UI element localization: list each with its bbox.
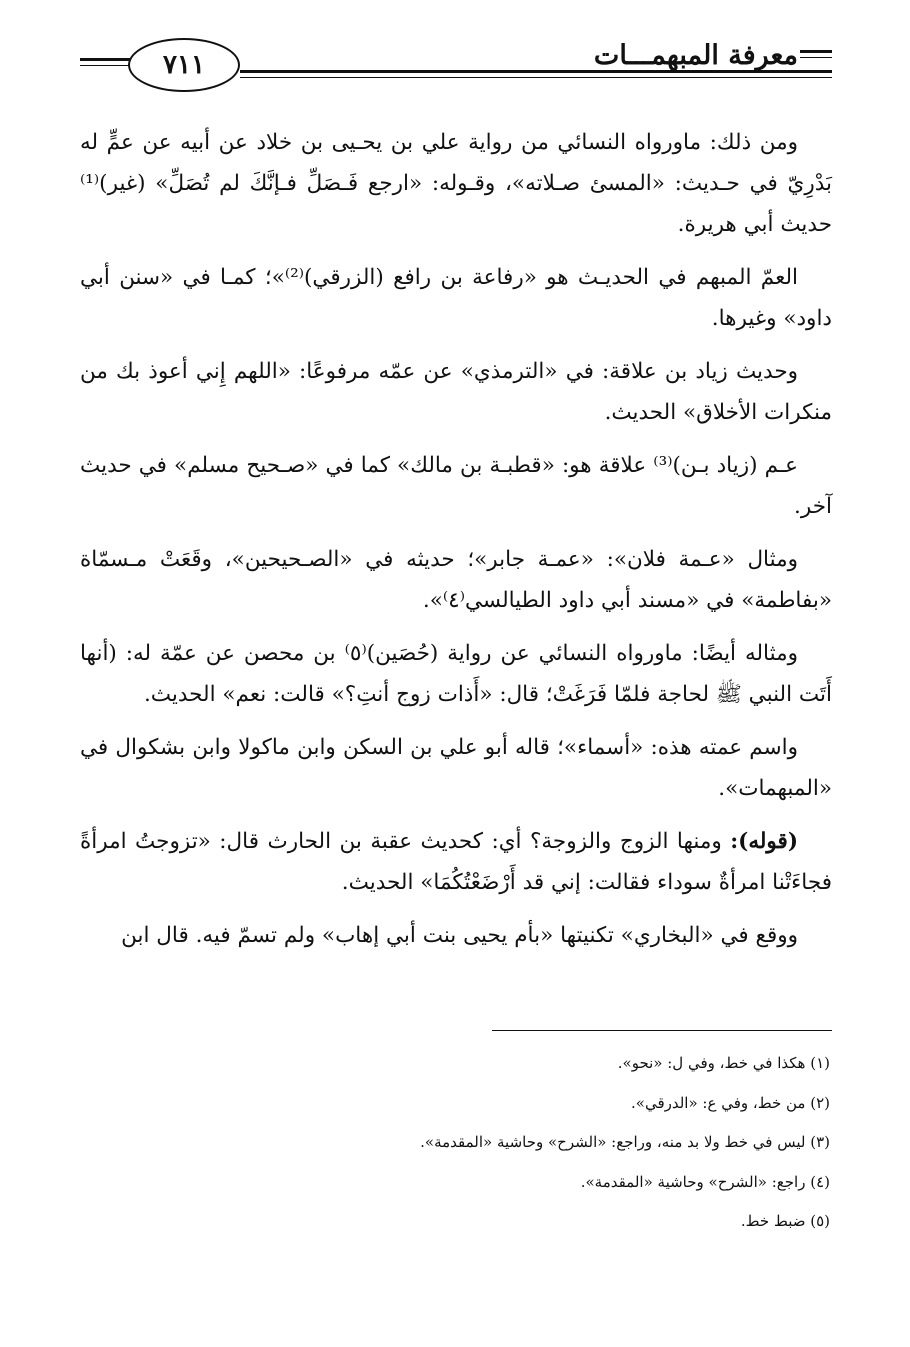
header-rule-left-top [80,58,130,61]
paragraph-text: ومن ذلك: ماورواه النسائي من رواية علي بن يحـيى بن خلاد عن أبيه عن عمٍّ له بَدْرِيّ في حـديث: «المسئ صـلاته»، وقـوله: «ارجع فَـصَلِّ فـإنَّكَ لم تُصَلِّ» (غير)⁽¹⁾ حديث أبي هريرة. [80,130,832,237]
paragraph-text: ومثاله أيضًا: ماورواه النسائي عن رواية (حُصَين)⁽٥⁾ بن محصن عن عمّة له: (أنها أَتَت النبي ﷺ لحاجة فلمّا فَرَغَتْ؛ قال: «أَذات زوج أنتِ؟» قالت: نعم» الحديث. [80,641,832,707]
paragraph-text: ومثال «عـمة فلان»: «عمـة جابر»؛ حديثه في «الصـحيحين»، وقَعَتْ مـسمّاة «بفاطمة» في «مسند أبي داود الطيالسي⁽٤⁾». [80,547,832,613]
paragraph [80,633,832,715]
footnote: (١) هكذا في خط، وفي ل: «نحو». [617,1054,830,1072]
paragraph [80,257,832,339]
paragraph [80,821,832,903]
paragraph-text: واسم عمته هذه: «أسماء»؛ قاله أبو علي بن السكن وابن ماكولا وابن بشكوال في «المبهمات». [80,735,832,801]
paragraph-lead: (قوله): [730,829,798,854]
paragraph-text: ومنها الزوج والزوجة؟ أي: كحديث عقبة بن الحارث قال: «تزوجتُ امرأةً فجاءَتْنا امرأةٌ سوداء فقالت: إني قد أَرْضَعْتُكُمَا» الحديث. [80,829,832,895]
page-title: معرفة المبهمـــات [593,40,798,71]
footnote: (٥) ضبط خط. [740,1212,830,1230]
paragraph-text: وحديث زياد بن علاقة: في «الترمذي» عن عمّه مرفوعًا: «اللهم إِني أعوذ بك من منكرات الأخلاق» الحديث. [80,359,832,425]
header-rule-middle-bottom [240,77,832,78]
header-rule-right-top [800,50,832,53]
page-header [80,30,832,100]
paragraph [80,539,832,621]
paragraph [80,445,832,527]
footnotes [78,1052,830,1250]
paragraph [80,915,832,956]
footnote: (٢) من خط، وفي ع: «الدرقي». [631,1093,830,1112]
main-text [80,122,832,968]
paragraph [80,122,832,245]
footnote: (٣) ليس في خط ولا بد منه، وراجع: «الشرح» وحاشية «المقدمة». [420,1133,830,1151]
paragraph [80,727,832,809]
paragraph-text: العمّ المبهم في الحديـث هو «رفاعة بن رافع (الزرقي)⁽²⁾»؛ كمـا في «سنن أبي داود» وغيرها. [80,265,832,331]
header-rule-left-bottom [80,65,130,66]
paragraph-text: عـم (زياد بـن)⁽³⁾ علاقة هو: «قطبـة بن مالك» كما في «صـحيح مسلم» في حديث آخر. [80,453,832,519]
footnote-separator [492,1030,832,1031]
footnote: (٤) راجع: «الشرح» وحاشية «المقدمة». [580,1172,830,1191]
header-rule-right-bottom [800,57,832,58]
paragraph [80,351,832,433]
paragraph-text: ووقع في «البخاري» تكنيتها «بأم يحيى بنت أبي إهاب» ولم تسمّ فيه. قال ابن [121,923,798,948]
page-number: ٧١١ [128,38,240,92]
